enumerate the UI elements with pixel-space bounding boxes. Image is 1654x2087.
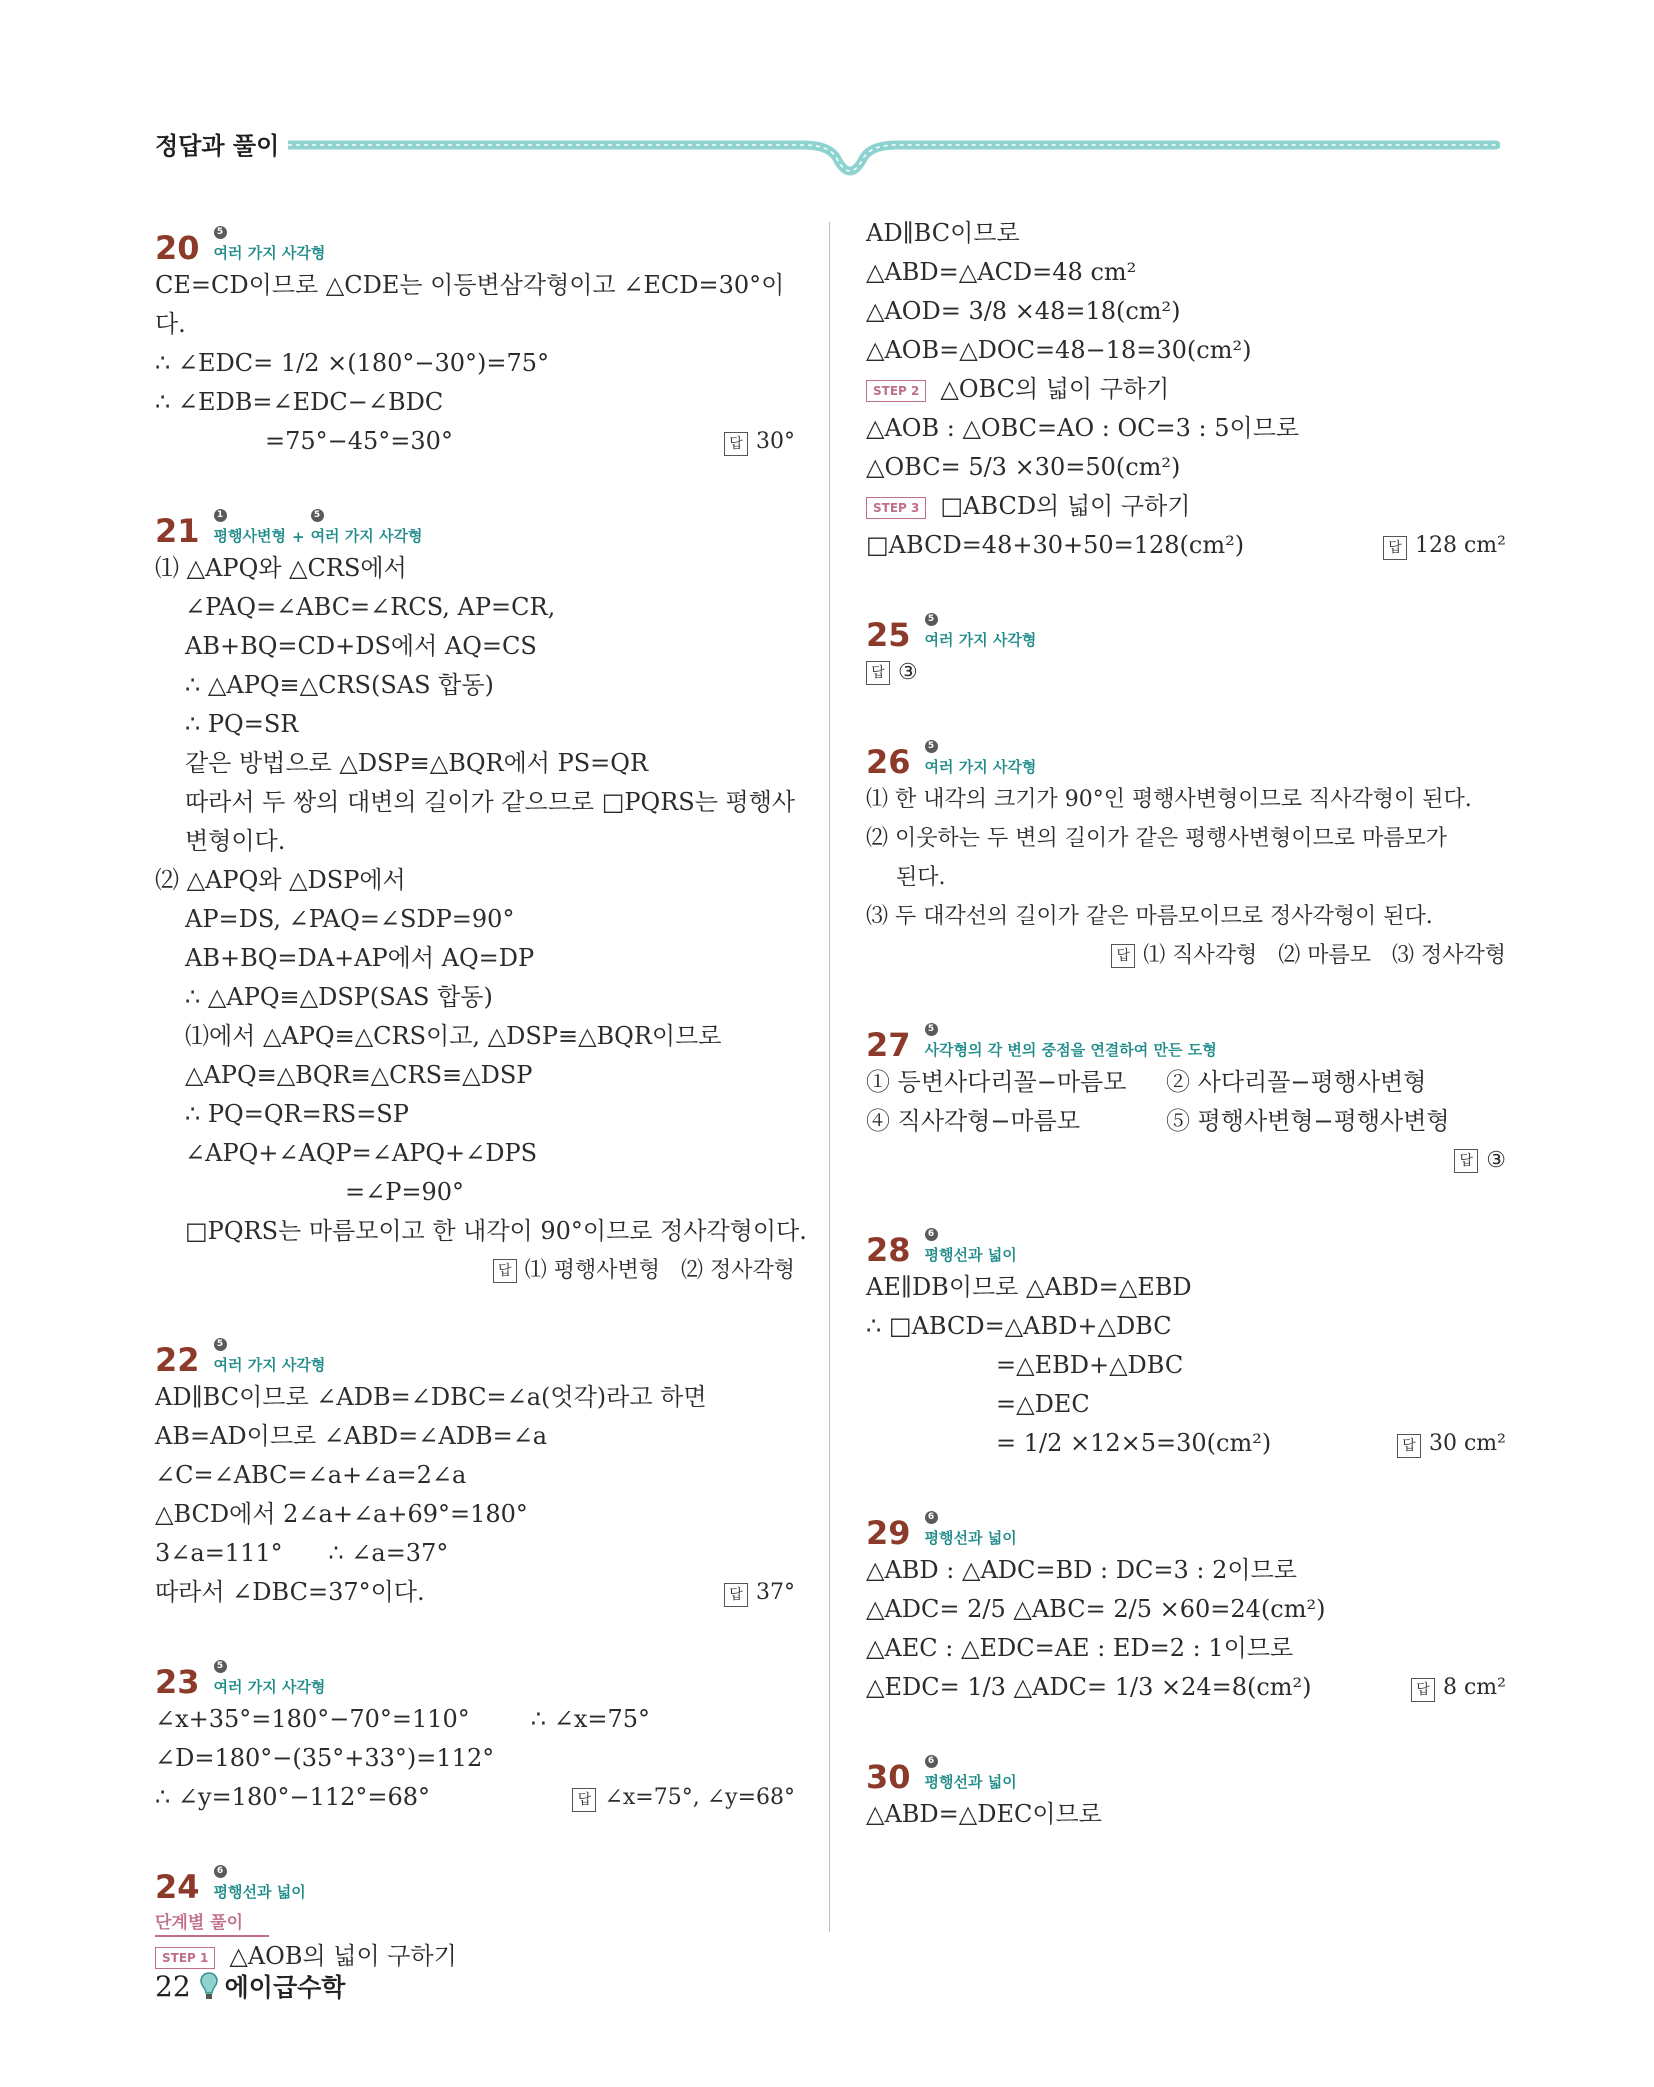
answer-value: 30 cm² (1429, 1431, 1506, 1456)
unit-badge: 6 (925, 1511, 938, 1524)
answer-value: 30° (756, 429, 795, 454)
problem-24-continued (866, 214, 1506, 565)
unit-badge: 5 (925, 740, 938, 753)
page-number: 22 (155, 1969, 191, 2003)
answer-row (155, 1251, 795, 1290)
solution-line: ∠APQ+∠AQP=∠APQ+∠DPS (185, 1139, 538, 1167)
solution-line: 따라서 두 쌍의 대변의 길이가 같으므로 □PQRS는 평행사 (185, 788, 796, 816)
solution-line: ⑴에서 △APQ≡△CRS이고, △DSP≡△BQR이므로 (185, 1022, 722, 1050)
topic-tag: 1 평행사변형 (213, 510, 286, 545)
lightbulb-icon (199, 1971, 219, 2001)
unit-badge: 5 (214, 1338, 227, 1351)
unit-badge: 6 (925, 1228, 938, 1241)
problem-number: 23 (155, 1663, 200, 1701)
solution-line: △AOB : △OBC=AO : OC=3 : 5이므로 (866, 414, 1300, 442)
problem-25 (866, 609, 1506, 692)
plus-sign: + (291, 528, 305, 546)
topic-tag: 5 여러 가지 사각형 (213, 1339, 326, 1374)
unit-badge: 5 (925, 613, 938, 626)
step-badge: STEP 3 (866, 497, 926, 519)
step-line: STEP 2 △OBC의 넓이 구하기 (866, 370, 1506, 409)
choice-item: ④ 직사각형−마름모 (866, 1107, 1081, 1135)
unit-badge: 6 (214, 1865, 227, 1878)
problem-number: 25 (866, 616, 911, 654)
problem-20 (155, 222, 795, 461)
solution-line: ∴ △APQ≡△DSP(SAS 합동) (185, 983, 493, 1011)
answer-row (155, 422, 795, 461)
answer-icon: 답 (1111, 944, 1135, 968)
answer-row (155, 1573, 795, 1612)
solution-line: ∴ ∠EDC= 1/2 ×(180°−30°)=75° (155, 349, 550, 377)
solution-line: 다. (155, 310, 186, 338)
unit-badge: 5 (214, 1660, 227, 1673)
solution-line: AD∥BC이므로 ∠ADB=∠DBC=∠a(엇각)라고 하면 (155, 1383, 707, 1411)
problem-number: 29 (866, 1514, 911, 1552)
topic-tag: 5 여러 가지 사각형 (310, 510, 423, 545)
problem-28 (866, 1224, 1506, 1463)
solution-line: ∴ ∠y=180°−112°=68° (155, 1783, 431, 1811)
solution-line: CE=CD이므로 △CDE는 이등변삼각형이고 ∠ECD=30°이 (155, 271, 785, 299)
solution-line: ∠PAQ=∠ABC=∠RCS, AP=CR, (185, 593, 556, 621)
solution-line: ∴ △APQ≡△CRS(SAS 합동) (185, 671, 494, 699)
header-decorative-rule (288, 133, 1500, 181)
step-line: STEP 3 □ABCD의 넓이 구하기 (866, 487, 1506, 526)
solution-line: =△EBD+△DBC (996, 1351, 1184, 1379)
answer-row (866, 1668, 1506, 1707)
answer-icon: 답 (1411, 1678, 1435, 1702)
problem-number: 27 (866, 1026, 911, 1064)
stepwise-solution-label: 단계별 풀이 (155, 1911, 269, 1937)
answer-value: ③ (898, 660, 918, 685)
solution-line: AB+BQ=DA+AP에서 AQ=DP (185, 944, 535, 972)
solution-line: ⑵ 이웃하는 두 변의 길이가 같은 평행사변형이므로 마름모가 (866, 826, 1448, 851)
solution-line: 변형이다. (185, 827, 286, 855)
answer-value: 37° (756, 1580, 795, 1605)
solution-line: ⑵ △APQ와 △DSP에서 (155, 866, 406, 894)
step-line: STEP 1 △AOB의 넓이 구하기 (155, 1937, 795, 1976)
problem-26 (866, 736, 1506, 975)
solution-line: □PQRS는 마름모이고 한 내각이 90°이므로 정사각형이다. (185, 1217, 807, 1245)
solution-line: △APQ≡△BQR≡△CRS≡△DSP (185, 1061, 533, 1089)
answer-icon: 답 (572, 1788, 596, 1812)
problem-27 (866, 1019, 1506, 1180)
answer-icon: 답 (1454, 1149, 1478, 1173)
choice-row (866, 1102, 1506, 1141)
answer-icon: 답 (724, 1583, 748, 1607)
step-badge: STEP 2 (866, 380, 926, 402)
choice-item: ⑤ 평행사변형−평행사변형 (1166, 1107, 1450, 1135)
answer-value: 8 cm² (1443, 1675, 1506, 1700)
solution-line: AP=DS, ∠PAQ=∠SDP=90° (185, 905, 515, 933)
unit-badge: 5 (311, 509, 324, 522)
unit-badge: 1 (214, 509, 227, 522)
unit-badge: 6 (925, 1755, 938, 1768)
solution-line: 3∠a=111° ∴ ∠a=37° (155, 1539, 449, 1567)
solution-line: 같은 방법으로 △DSP≡△BQR에서 PS=QR (185, 749, 649, 777)
problem-number: 22 (155, 1341, 200, 1379)
topic-tag: 6 평행선과 넓이 (924, 1756, 1017, 1791)
problem-30 (866, 1751, 1506, 1834)
solution-line: △ABD : △ADC=BD : DC=3 : 2이므로 (866, 1556, 1297, 1584)
solution-line: △ADC= 2/5 △ABC= 2/5 ×60=24(cm²) (866, 1595, 1326, 1623)
solution-line: △ABD=△DEC이므로 (866, 1800, 1102, 1828)
solution-line: ⑴ △APQ와 △CRS에서 (155, 554, 407, 582)
solution-line: ∠x+35°=180°−70°=110° ∴ ∠x=75° (155, 1705, 650, 1733)
topic-tag: 6 평행선과 넓이 (924, 1512, 1017, 1547)
solution-line: AD∥BC이므로 (866, 219, 1020, 247)
column-divider (829, 222, 830, 1932)
answer-row (866, 653, 1506, 692)
answer-row (866, 1424, 1506, 1463)
solution-line: 따라서 ∠DBC=37°이다. (155, 1578, 425, 1606)
problem-number: 24 (155, 1868, 200, 1906)
answer-icon: 답 (1397, 1434, 1421, 1458)
solution-line: ∴ PQ=QR=RS=SP (185, 1100, 409, 1128)
solution-line: ∴ □ABCD=△ABD+△DBC (866, 1312, 1172, 1340)
answer-row (155, 1778, 795, 1817)
answer-icon: 답 (1383, 536, 1407, 560)
topic-tag: 5 여러 가지 사각형 (924, 741, 1037, 776)
solution-line: =△DEC (996, 1390, 1090, 1418)
brand-logo-text: 에이급수학 (224, 1973, 346, 2002)
solution-line: △OBC= 5/3 ×30=50(cm²) (866, 453, 1181, 481)
topic-tag: 6 평행선과 넓이 (213, 1866, 306, 1901)
answer-value: ③ (1486, 1148, 1506, 1173)
choice-item: ② 사다리꼴−평행사변형 (1166, 1068, 1427, 1096)
answer-value: ∠x=75°, ∠y=68° (604, 1785, 795, 1810)
solution-line: AB+BQ=CD+DS에서 AQ=CS (185, 632, 537, 660)
unit-badge: 5 (925, 1023, 938, 1036)
solution-line: =∠P=90° (345, 1178, 465, 1206)
solution-line: △AOD= 3/8 ×48=18(cm²) (866, 297, 1181, 325)
solution-line: ∴ ∠EDB=∠EDC−∠BDC (155, 388, 444, 416)
right-column (866, 214, 1506, 1834)
answer-icon: 답 (493, 1259, 517, 1283)
answer-value: ⑴ 평행사변형 ⑵ 정사각형 (524, 1258, 795, 1283)
page-header-title: 정답과 풀이 (155, 132, 280, 160)
solution-line: AB=AD이므로 ∠ABD=∠ADB=∠a (155, 1422, 548, 1450)
solution-line: ∠D=180°−(35°+33°)=112° (155, 1744, 495, 1772)
answer-row (866, 936, 1506, 975)
answer-value: 128 cm² (1415, 533, 1506, 558)
problem-24 (155, 1861, 795, 1976)
solution-line: △BCD에서 2∠a+∠a+69°=180° (155, 1500, 528, 1528)
solution-line: AE∥DB이므로 △ABD=△EBD (866, 1273, 1192, 1301)
problem-number: 28 (866, 1231, 911, 1269)
topic-tag: 5 여러 가지 사각형 (213, 227, 326, 262)
solution-line: △ABD=△ACD=48 cm² (866, 258, 1137, 286)
solution-line: ⑴ 한 내각의 크기가 90°인 평행사변형이므로 직사각형이 된다. (866, 787, 1472, 812)
problem-29 (866, 1507, 1506, 1707)
step-badge: STEP 1 (155, 1947, 215, 1969)
solution-line: 된다. (896, 865, 946, 890)
answer-row (866, 526, 1506, 565)
solution-line: =75°−45°=30° (265, 427, 453, 455)
problem-number: 30 (866, 1758, 911, 1796)
unit-badge: 5 (214, 226, 227, 239)
answer-icon: 답 (724, 432, 748, 456)
left-column (155, 222, 807, 1976)
problem-21 (155, 505, 807, 1290)
problem-23 (155, 1656, 795, 1817)
solution-line: ∴ PQ=SR (185, 710, 299, 738)
topic-tag: 6 평행선과 넓이 (924, 1229, 1017, 1264)
problem-number: 21 (155, 512, 200, 550)
problem-22 (155, 1334, 795, 1612)
solution-line: ⑶ 두 대각선의 길이가 같은 마름모이므로 정사각형이 된다. (866, 904, 1433, 929)
solution-line: = 1/2 ×12×5=30(cm²) (996, 1429, 1272, 1457)
answer-icon: 답 (866, 661, 890, 685)
answer-value: ⑴ 직사각형 ⑵ 마름모 ⑶ 정사각형 (1143, 943, 1506, 968)
answer-row (866, 1141, 1506, 1180)
solution-line: □ABCD=48+30+50=128(cm²) (866, 531, 1245, 559)
solution-line: △AOB=△DOC=48−18=30(cm²) (866, 336, 1252, 364)
problem-number: 20 (155, 229, 200, 267)
topic-tag: 5 여러 가지 사각형 (213, 1661, 326, 1696)
solution-line: ∠C=∠ABC=∠a+∠a=2∠a (155, 1461, 467, 1489)
problem-number: 26 (866, 743, 911, 781)
choice-row (866, 1063, 1506, 1102)
choice-item: ① 등변사다리꼴−마름모 (866, 1068, 1127, 1096)
solution-line: △AEC : △EDC=AE : ED=2 : 1이므로 (866, 1634, 1294, 1662)
topic-tag: 5 여러 가지 사각형 (924, 614, 1037, 649)
solution-line: △EDC= 1/3 △ADC= 1/3 ×24=8(cm²) (866, 1673, 1312, 1701)
page-footer (155, 1968, 345, 2004)
topic-tag: 5 사각형의 각 변의 중점을 연결하여 만든 도형 (924, 1024, 1217, 1059)
